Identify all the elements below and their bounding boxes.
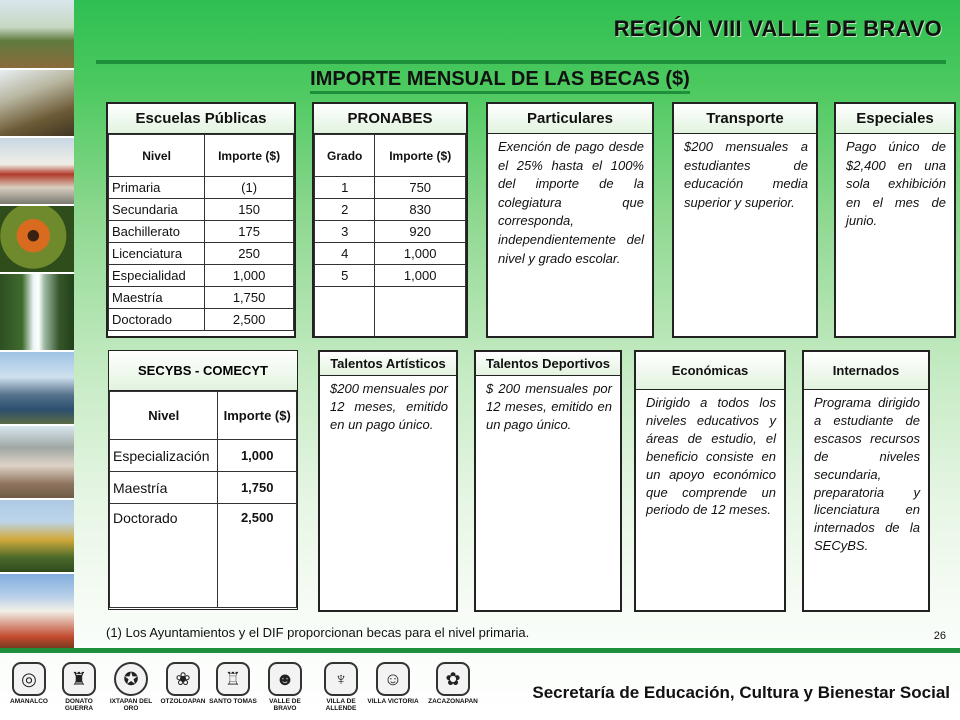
importe-cell: 1,000	[375, 243, 466, 265]
economicas-title: Económicas	[636, 352, 784, 390]
mountain-town-photo	[0, 426, 74, 500]
municipality-logo: ❀ OTZOLOAPAN	[156, 662, 210, 705]
street-photo	[0, 138, 74, 206]
table-row	[315, 265, 466, 287]
secybs-table	[109, 391, 297, 608]
importe-cell: 2,500	[205, 309, 294, 331]
importe-cell: 2,500	[218, 504, 297, 608]
table-row	[315, 287, 466, 337]
importe-cell: 1,000	[218, 440, 297, 472]
transporte-text: $200 mensuales a estudiantes de educación media superior y superior.	[684, 139, 808, 210]
col-nivel-header: Nivel	[109, 135, 205, 177]
importe-cell: 1,750	[218, 472, 297, 504]
table-row	[110, 472, 297, 504]
footnote: (1) Los Ayuntamientos y el DIF proporcionan becas para el nivel primaria.	[106, 625, 530, 640]
amanalco-emblem-icon: ◎	[12, 662, 46, 696]
particulares-title: Particulares	[488, 104, 652, 134]
photo-strip	[0, 0, 74, 648]
table-row	[315, 221, 466, 243]
page-title	[0, 68, 960, 91]
grado-cell: 1	[315, 177, 375, 199]
lake-photo	[0, 352, 74, 426]
importe-cell: 250	[205, 243, 294, 265]
transporte-title: Transporte	[674, 104, 816, 134]
talentos-deportivos-panel	[474, 350, 622, 612]
valle-de-bravo-emblem-icon: ☻	[268, 662, 302, 696]
importe-cell: 1,000	[375, 265, 466, 287]
importe-cell: 920	[375, 221, 466, 243]
escuelas-publicas-panel	[106, 102, 296, 338]
bottom-divider	[0, 648, 960, 653]
pronabes-panel	[312, 102, 468, 338]
municipality-logo: ♆ VILLA DE ALLENDE	[314, 662, 368, 712]
importe-cell: 150	[205, 199, 294, 221]
page-title-text: IMPORTE MENSUAL DE LAS BECAS ($)	[310, 68, 690, 94]
col-nivel-header: Nivel	[110, 392, 218, 440]
nivel-cell: Maestría	[110, 472, 218, 504]
field-photo	[0, 500, 74, 574]
grado-cell: 2	[315, 199, 375, 221]
municipality-logo: ✿ ZACAZONAPAN	[426, 662, 480, 705]
nivel-cell: Doctorado	[109, 309, 205, 331]
nivel-cell: Maestría	[109, 287, 205, 309]
internados-title: Internados	[804, 352, 928, 390]
ixtapan-del-oro-emblem-icon: ✪	[114, 662, 148, 696]
waterfall-photo	[0, 274, 74, 352]
particulares-panel	[486, 102, 654, 338]
nivel-cell: Bachillerato	[109, 221, 205, 243]
secybs-panel	[108, 350, 298, 610]
municipality-logo: ✪ IXTAPAN DEL ORO	[104, 662, 158, 712]
municipality-logo: ♖ SANTO TOMAS	[206, 662, 260, 705]
nivel-cell: Especialidad	[109, 265, 205, 287]
donato-guerra-emblem-icon: ♜	[62, 662, 96, 696]
nivel-cell: Doctorado	[110, 504, 218, 608]
internados-panel	[802, 350, 930, 612]
secybs-title: SECYBS - COMECYT	[109, 351, 297, 391]
pronabes-table	[314, 134, 466, 337]
importe-cell: 830	[375, 199, 466, 221]
table-row	[109, 265, 294, 287]
table-row	[109, 221, 294, 243]
talentos-artisticos-text: $200 mensuales por 12 meses, emitido en un pago único.	[330, 381, 448, 432]
otzoloapan-emblem-icon: ❀	[166, 662, 200, 696]
landscape-photo	[0, 0, 74, 70]
table-row	[110, 440, 297, 472]
table-row	[109, 287, 294, 309]
page-number: 26	[933, 630, 946, 642]
municipality-logo: ◎ AMANALCO	[2, 662, 56, 705]
col-importe-header: Importe ($)	[205, 135, 294, 177]
top-divider	[96, 60, 946, 64]
table-row	[109, 177, 294, 199]
church-photo	[0, 574, 74, 648]
nivel-cell: Primaria	[109, 177, 205, 199]
grado-cell: 4	[315, 243, 375, 265]
talentos-artisticos-panel	[318, 350, 458, 612]
footer-organization: Secretaría de Educación, Cultura y Bienestar Social	[532, 683, 950, 702]
col-importe-header: Importe ($)	[218, 392, 297, 440]
villa-de-allende-emblem-icon: ♆	[324, 662, 358, 696]
col-importe-header: Importe ($)	[375, 135, 466, 177]
importe-cell: (1)	[205, 177, 294, 199]
importe-cell: 1,000	[205, 265, 294, 287]
municipality-logo: ☺ VILLA VICTORIA	[366, 662, 420, 705]
nivel-cell: Secundaria	[109, 199, 205, 221]
escuelas-publicas-table	[108, 134, 294, 331]
table-row	[109, 309, 294, 331]
transporte-panel	[672, 102, 818, 338]
pronabes-title: PRONABES	[314, 104, 466, 134]
grado-cell: 3	[315, 221, 375, 243]
grado-cell: 5	[315, 265, 375, 287]
zacazonapan-emblem-icon: ✿	[436, 662, 470, 696]
importe-cell: 750	[375, 177, 466, 199]
table-row	[315, 199, 466, 221]
talentos-deportivos-title: Talentos Deportivos	[476, 352, 620, 376]
escuelas-publicas-title: Escuelas Públicas	[108, 104, 294, 134]
internados-text: Programa dirigido a estudiante de escasos recursos de niveles secundaria, preparatoria y licenciatura en internados de la SECyBS.	[814, 395, 920, 554]
table-row	[110, 504, 297, 608]
table-row	[315, 177, 466, 199]
especiales-panel	[834, 102, 956, 338]
butterfly-photo	[0, 206, 74, 274]
region-title: REGIÓN VIII VALLE DE BRAVO	[613, 16, 942, 41]
nivel-cell: Especialización	[110, 440, 218, 472]
municipality-logo: ♜ DONATO GUERRA	[52, 662, 106, 712]
municipality-logo: ☻ VALLE DE BRAVO	[258, 662, 312, 712]
importe-cell: 1,750	[205, 287, 294, 309]
santo-tomas-emblem-icon: ♖	[216, 662, 250, 696]
economicas-text: Dirigido a todos los niveles educativos y áreas de estudio, el beneficio consiste en un apoyo económico que comprende un periodo de 12 meses.	[646, 395, 776, 518]
particulares-text: Exención de pago desde el 25% hasta el 100% del importe de la colegiatura que corresponda, independientemente del nivel y grado escolar.	[498, 139, 644, 266]
nivel-cell: Licenciatura	[109, 243, 205, 265]
table-row	[109, 199, 294, 221]
villa-victoria-emblem-icon: ☺	[376, 662, 410, 696]
talentos-deportivos-text: $ 200 mensuales por 12 meses, emitido en un pago único.	[486, 381, 612, 432]
col-grado-header: Grado	[315, 135, 375, 177]
especiales-text: Pago único de $2,400 en una sola exhibición en el mes de junio.	[846, 139, 946, 229]
especiales-title: Especiales	[836, 104, 954, 134]
talentos-artisticos-title: Talentos Artísticos	[320, 352, 456, 376]
economicas-panel	[634, 350, 786, 612]
table-row	[315, 243, 466, 265]
importe-cell: 175	[205, 221, 294, 243]
table-row	[109, 243, 294, 265]
